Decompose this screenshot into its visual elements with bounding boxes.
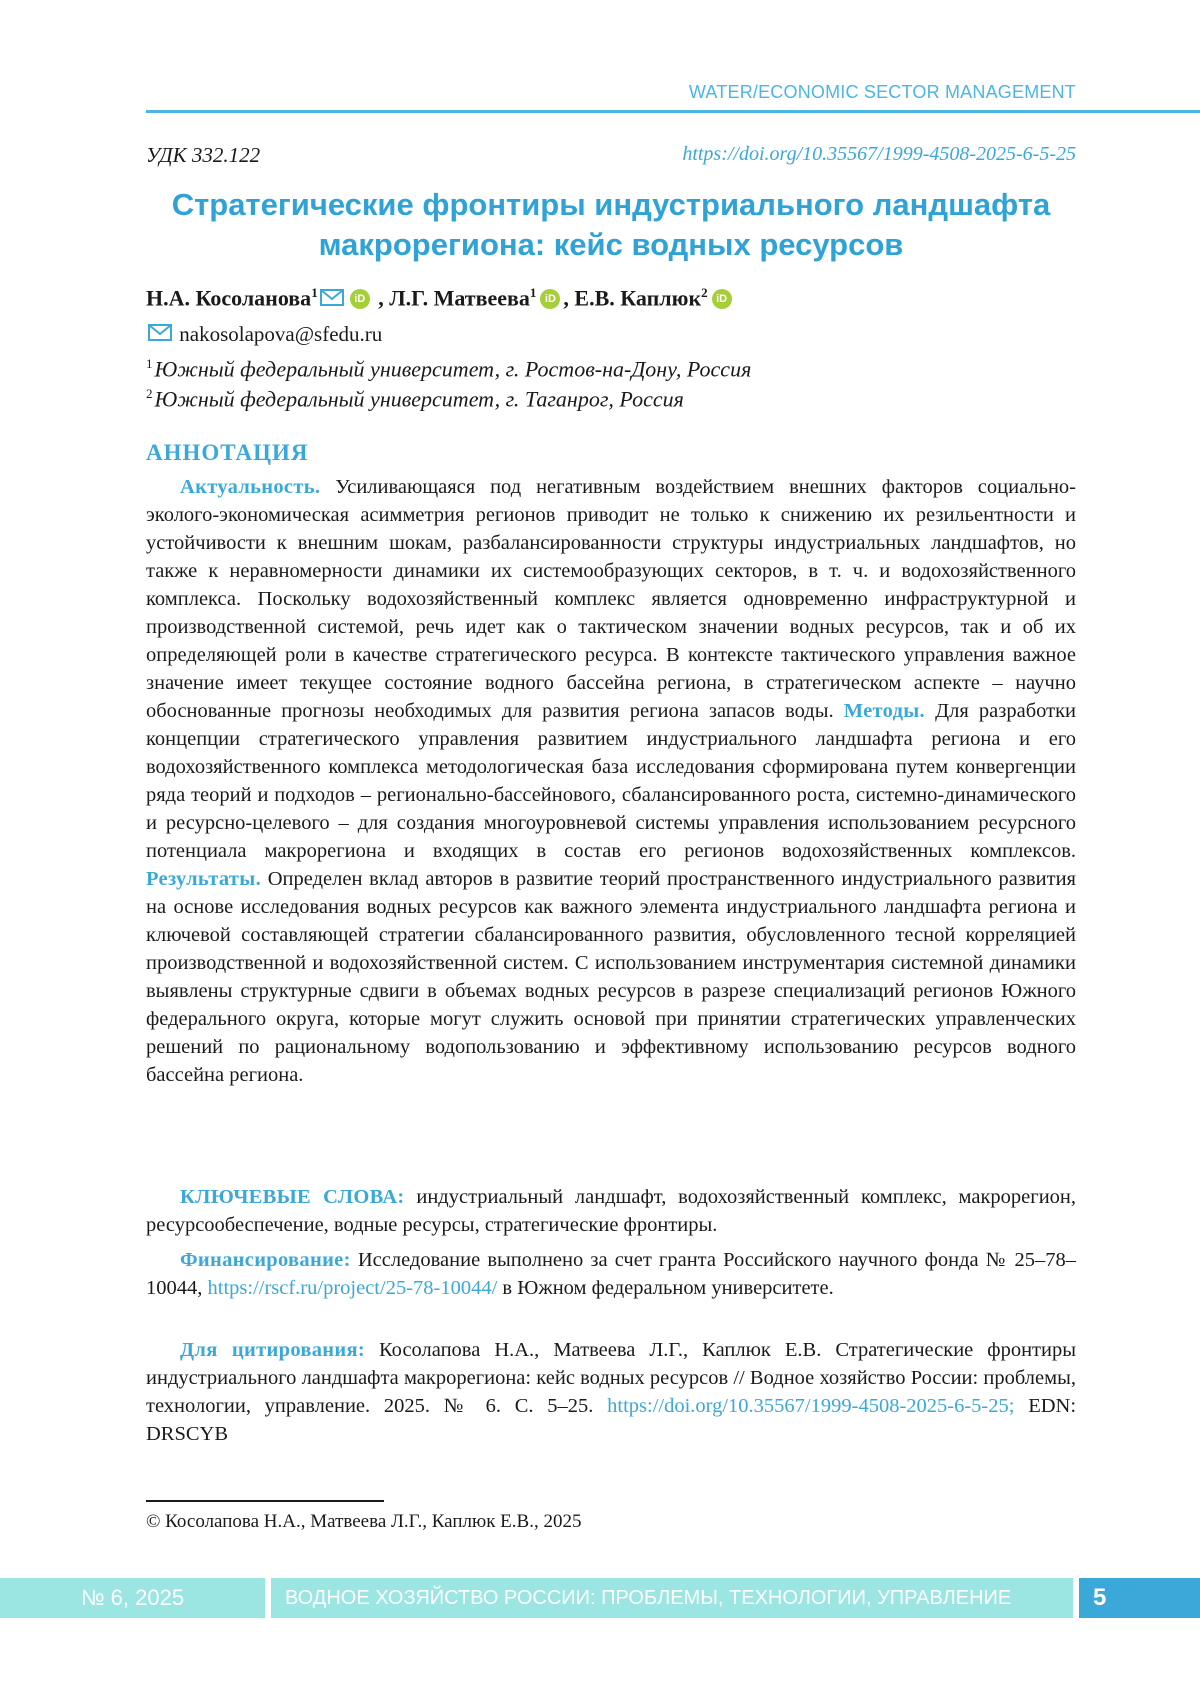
contact-email-row — [146, 322, 382, 350]
udc-code: УДК 332.122 — [146, 143, 261, 167]
funding-text-end: в Южном федеральном университете. — [502, 1277, 834, 1299]
author-separator: , — [563, 285, 569, 311]
keywords-paragraph — [146, 1183, 1076, 1239]
keywords-text: индустриальный ландшафт, водохозяйственный комплекс, макрорегион, ресурсообеспечение, водные ресурсы, стратегические фронтиры. — [146, 1186, 1077, 1236]
author-3-sup: 2 — [701, 285, 708, 300]
copyright-note: © Косолапова Н.А., Матвеева Л.Г., Каплюк Е.В., 2025 — [146, 1511, 582, 1532]
author-2-name: Л.Г. Матвеева — [389, 285, 530, 311]
citation-label: Для цитирования: — [180, 1339, 366, 1361]
methods-text: Для разработки концепции стратегического управления развитием индустриального ландшафта региона и его водохозяйственного комплекса методологическая база исследования сформирована путем конвергенции ряда теорий и подходов – регионально-бассейнового, сбалансированного роста, системно-динамического и ресурсно-целевого – для создания многоуровневой системы управления использованием ресурсного потенциала макрорегиона и входящих в состав его регионов водохозяйственных комплексов. — [146, 700, 1077, 862]
affiliation-2-sup: 2 — [146, 386, 153, 401]
keywords-label: КЛЮЧЕВЫЕ СЛОВА: — [180, 1186, 405, 1208]
footer-issue: № 6, 2025 — [0, 1578, 265, 1618]
orcid-icon[interactable]: iD — [350, 289, 370, 309]
results-label: Результаты. — [146, 868, 261, 890]
envelope-icon — [148, 322, 172, 347]
orcid-icon[interactable]: iD — [712, 289, 732, 309]
relevance-text: Усиливающаяся под негативным воздействием внешних факторов социально-эколого-экономическая асимметрия регионов приводит не только к снижению их резильентности и устойчивости к внешним шокам, разбалансированности структуры индустриальных ландшафтов, но также к неравномерности динамики их системообразующих секторов, в т. ч. и водохозяйственного комплекса. Поскольку водохозяйственный комплекс является одновременно инфраструктурной и производственной системой, речь идет как о тактическом значении водных ресурсов, так и об их определяющей роли в качестве стратегического ресурса. В контексте тактического управления важное значение имеет текущее состояние водного бассейна региона, в стратегическом аспекте – научно обоснованные прогнозы необходимых для развития региона запасов воды. — [146, 476, 1077, 722]
funding-label: Финансирование: — [180, 1249, 351, 1271]
affiliation-2-text: Южный федеральный университет, г. Таганрог, Россия — [154, 386, 684, 412]
section-label: WATER/ECONOMIC SECTOR MANAGEMENT — [688, 82, 1076, 102]
affiliation-1 — [146, 356, 751, 382]
citation-doi-link[interactable]: https://doi.org/10.35567/1999-4508-2025-6-5-25; — [607, 1395, 1015, 1417]
footnote-rule — [146, 1500, 384, 1502]
orcid-icon[interactable]: iD — [540, 289, 560, 309]
footer-journal-title: ВОДНОЕ ХОЗЯЙСТВО РОССИИ: ПРОБЛЕМЫ, ТЕХНОЛОГИИ, УПРАВЛЕНИЕ — [271, 1578, 1073, 1618]
authors-line — [146, 285, 1076, 315]
funding-paragraph — [146, 1246, 1076, 1302]
author-separator: , — [378, 285, 384, 311]
title-line-1: Стратегические фронтиры индустриального ландшафта — [171, 187, 1051, 222]
methods-label: Методы. — [843, 700, 925, 722]
title-line-2: макрорегиона: кейс водных ресурсов — [318, 227, 904, 262]
affiliation-1-text: Южный федеральный университет, г. Ростов-на-Дону, Россия — [154, 356, 752, 382]
affiliation-2 — [146, 386, 684, 412]
page-number: 5 — [1079, 1578, 1200, 1618]
article-title — [146, 185, 1076, 265]
contact-email[interactable]: nakosolapova@sfedu.ru — [179, 322, 383, 346]
relevance-label: Актуальность. — [180, 476, 321, 498]
affiliation-1-sup: 1 — [146, 356, 153, 371]
results-text: Определен вклад авторов в развитие теорий пространственного индустриального развития на основе исследования водных ресурсов как важного элемента индустриального ландшафта региона и ключевой составляющей стратегии сбалансированного развития, обусловленного тесной корреляцией производственной и водохозяйственной систем. С использованием инструментария системной динамики выявлены структурные сдвиги в объемах водных ресурсов в разрезе специализаций регионов Южного федерального округа, которые могут служить основой при принятии стратегических управленческих решений по рациональному водопользованию и эффективному использованию ресурсов водного бассейна региона. — [146, 868, 1076, 1086]
author-1-name: Н.А. Косоланова — [146, 285, 312, 311]
author-1-sup: 1 — [311, 285, 318, 300]
citation-paragraph — [146, 1336, 1076, 1448]
citation-text: Косолапова Н.А., Матвеева Л.Г., Каплюк Е.В. Стратегические фронтиры индустриального ландшафта макрорегиона: кейс водных ресурсов // Водное хозяйство России: проблемы, технологии, управление. 2025. № 6. С. 5–25. — [146, 1339, 1076, 1417]
abstract-paragraph — [146, 473, 1076, 1089]
author-3-name: Е.В. Каплюк — [574, 285, 702, 311]
funding-text: Исследование выполнено за счет гранта Российского научного фонда № 25–78–10044, — [146, 1249, 1076, 1299]
author-2-sup: 1 — [529, 285, 537, 300]
funding-link[interactable]: https://rscf.ru/project/25-78-10044/ — [207, 1277, 498, 1299]
header-rule — [146, 110, 1200, 113]
envelope-icon[interactable] — [320, 286, 344, 312]
citation-edn: EDN: DRSCYB — [146, 1395, 1077, 1445]
page-footer — [0, 1578, 1200, 1618]
abstract-heading: АННОТАЦИЯ — [146, 440, 309, 465]
doi-link[interactable]: https://doi.org/10.35567/1999-4508-2025-6-5-25 — [682, 143, 1076, 165]
meta-row — [146, 143, 1076, 171]
